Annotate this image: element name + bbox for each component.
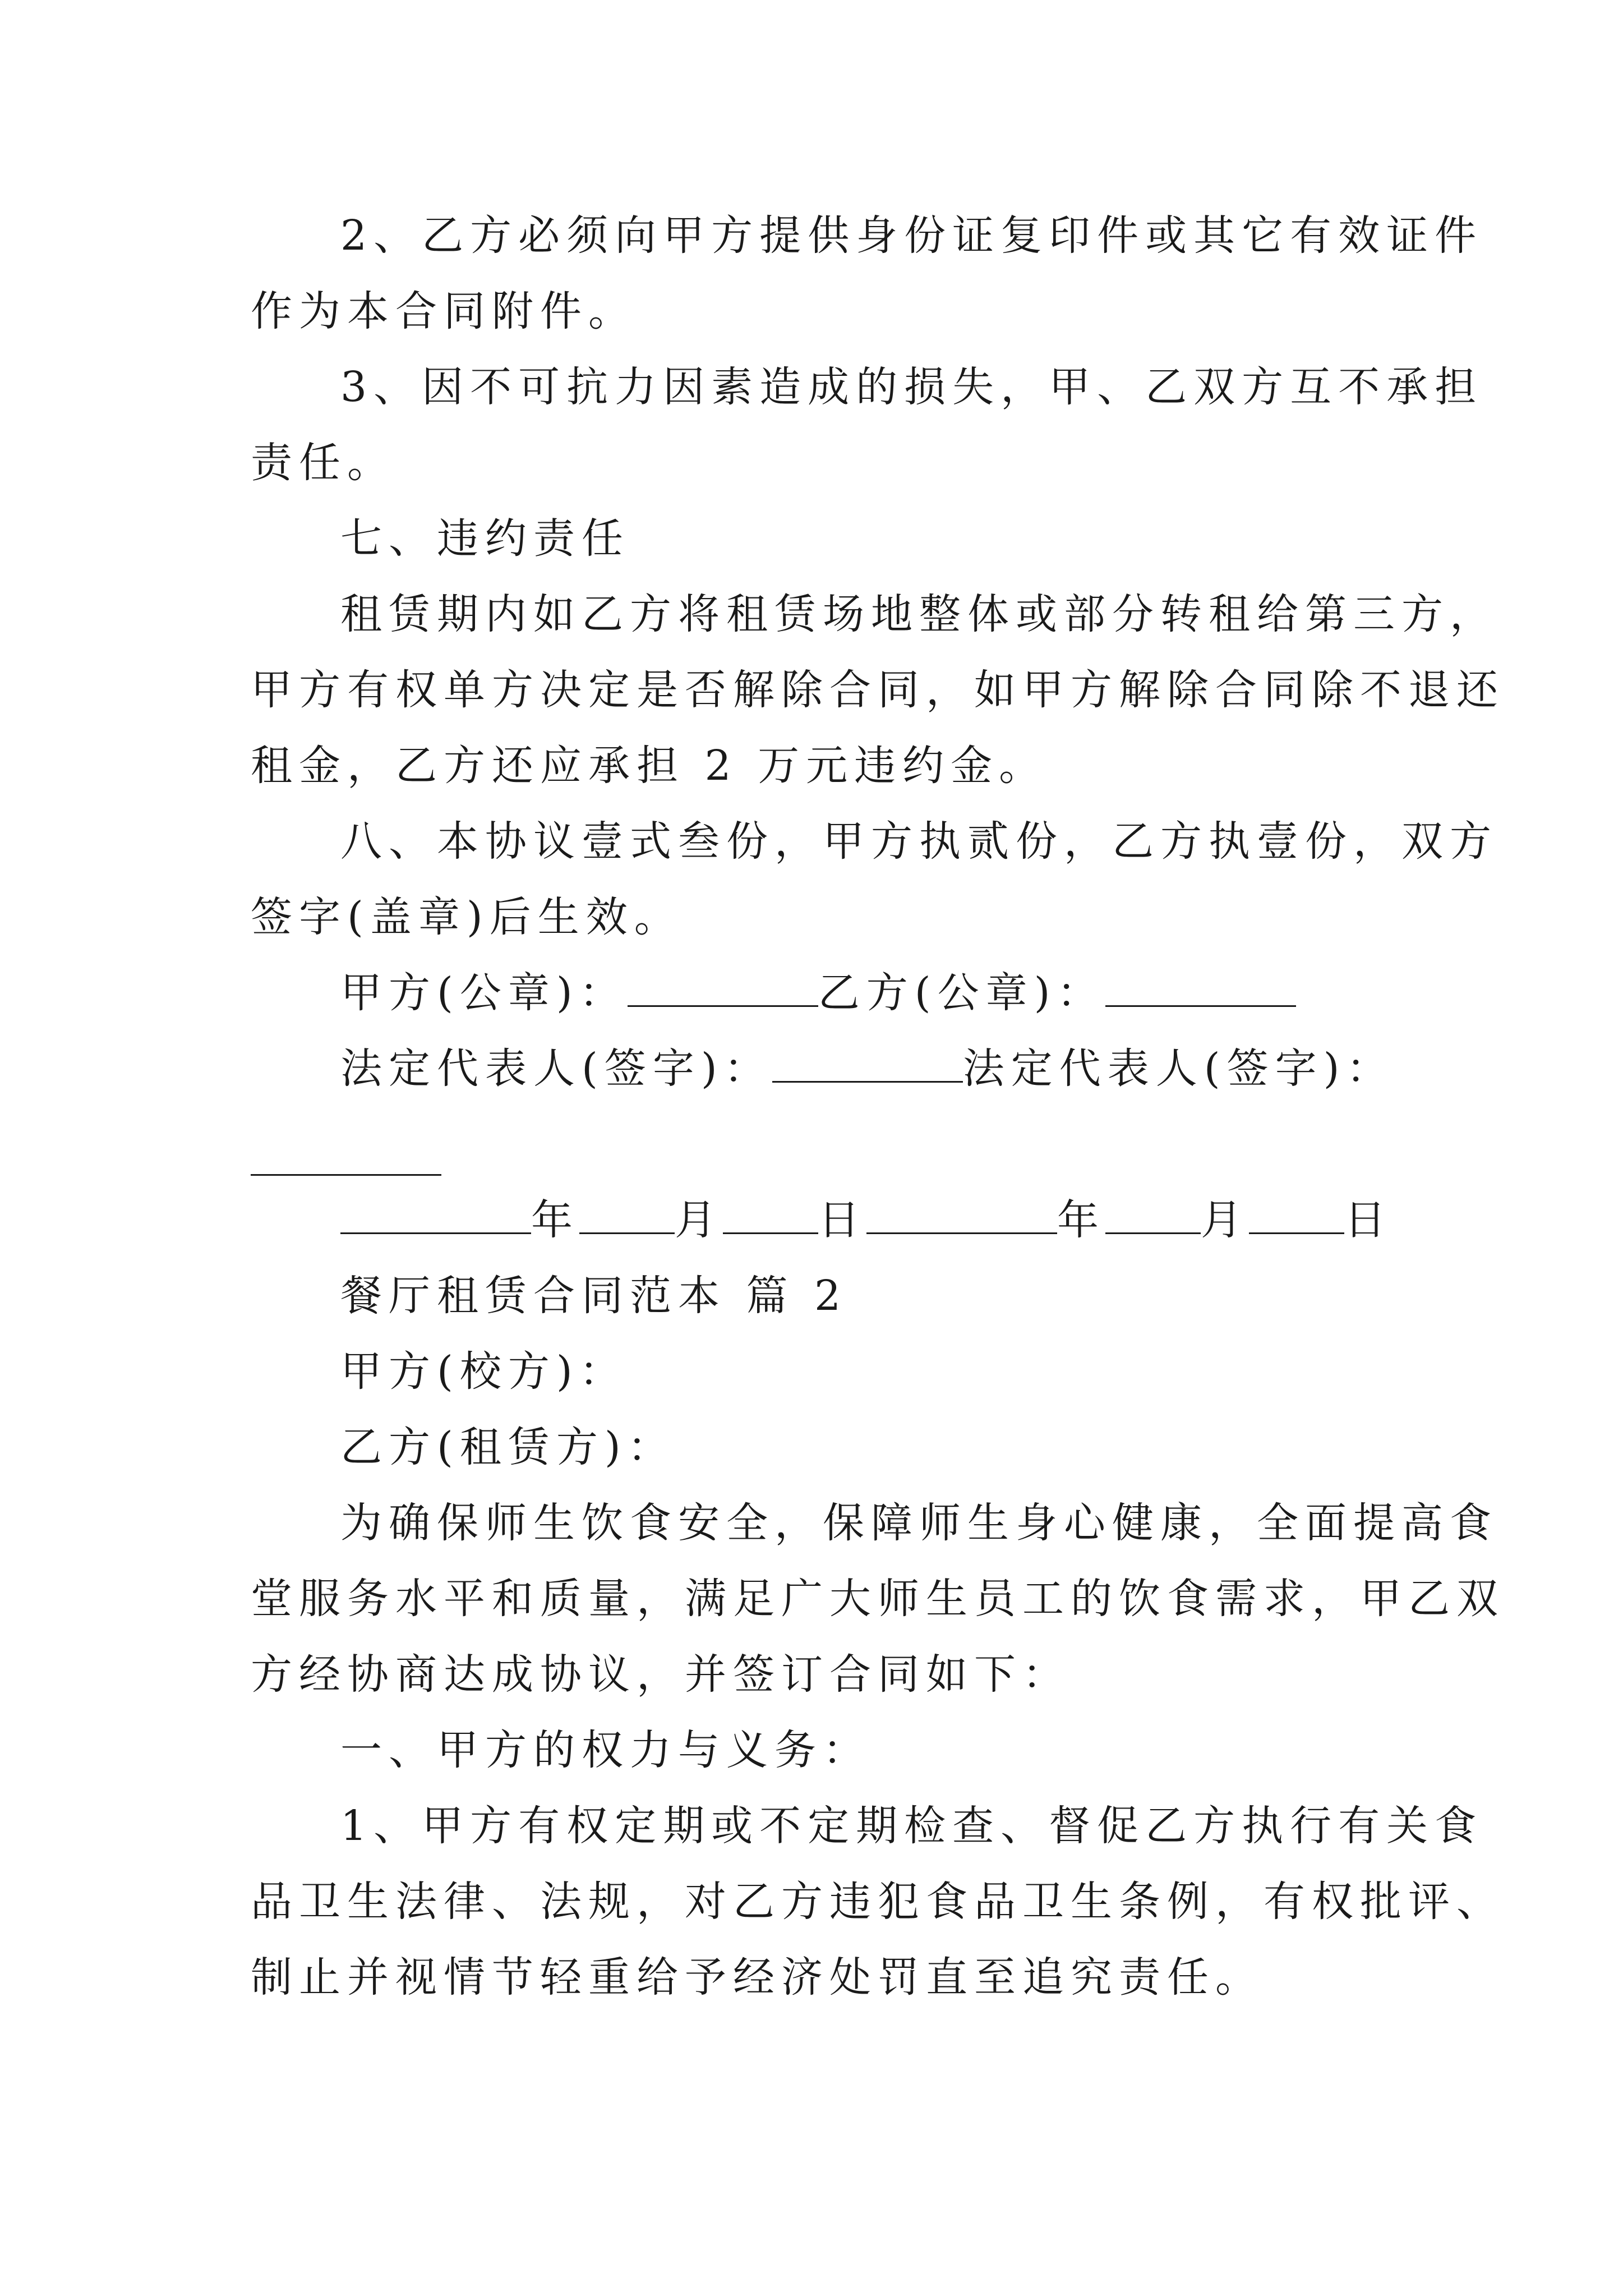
- year-blank-a: [340, 1194, 531, 1234]
- paragraph-line: 租赁期内如乙方将租赁场地整体或部分转租给第三方，: [340, 590, 1498, 638]
- paragraph-line: 3、因不可抗力因素造成的损失，甲、乙双方互不承担: [340, 363, 1483, 411]
- year-unit: 年: [531, 1196, 579, 1244]
- paragraph-line: 堂服务水平和质量，满足广大师生员工的饮食需求，甲乙双: [251, 1575, 1505, 1623]
- paragraph-line: 甲方有权单方决定是否解除合同，如甲方解除合同除不退还: [251, 666, 1505, 714]
- day-blank-a: [723, 1194, 818, 1234]
- rep-b-blank: [251, 1174, 441, 1176]
- month-unit: 月: [675, 1196, 723, 1244]
- day-unit: 日: [818, 1196, 866, 1244]
- date-line: [340, 1192, 1393, 1248]
- party-a-seal-blank: [628, 967, 818, 1007]
- party-a-seal-label: 甲方(公章)：: [340, 969, 628, 1017]
- paragraph-line: 作为本合同附件。: [251, 287, 637, 335]
- day-blank-b: [1249, 1194, 1344, 1234]
- party-b-seal-label: 乙方(公章)：: [818, 969, 1105, 1017]
- document-page: [251, 0, 1505, 2296]
- party-a-line: 甲方(校方)：: [340, 1347, 628, 1396]
- paragraph-line: 责任。: [251, 439, 395, 487]
- paragraph-line: 八、本协议壹式叁份，甲方执贰份，乙方执壹份，双方: [340, 817, 1498, 866]
- party-b-line: 乙方(租赁方)：: [340, 1423, 676, 1471]
- representative-line: [340, 1041, 1395, 1097]
- section-heading: 七、违约责任: [340, 514, 630, 563]
- day-unit: 日: [1344, 1196, 1393, 1244]
- paragraph-line: 2、乙方必须向甲方提供身份证复印件或其它有效证件: [340, 211, 1483, 260]
- rep-a-blank: [772, 1043, 963, 1083]
- paragraph-line: 签字(盖章)后生效。: [251, 893, 683, 941]
- year-blank-b: [866, 1194, 1057, 1234]
- paragraph-line: 1、甲方有权定期或不定期检查、督促乙方执行有关食: [340, 1802, 1483, 1850]
- paragraph-line: 租金，乙方还应承担 2 万元违约金。: [251, 742, 1048, 790]
- month-unit: 月: [1201, 1196, 1249, 1244]
- section-heading: 一、甲方的权力与义务：: [340, 1726, 871, 1774]
- paragraph-line: 方经协商达成协议，并签订合同如下：: [251, 1650, 1071, 1699]
- section-title: 餐厅租赁合同范本 篇 2: [340, 1272, 848, 1320]
- month-blank-a: [579, 1194, 675, 1234]
- paragraph-line: 品卫生法律、法规，对乙方违犯食品卫生条例，有权批评、: [251, 1878, 1505, 1926]
- rep-a-label: 法定代表人(签字)：: [340, 1045, 772, 1093]
- paragraph-line: 制止并视情节轻重给予经济处罚直至追究责任。: [251, 1953, 1264, 2001]
- rep-b-label: 法定代表人(签字)：: [962, 1045, 1395, 1093]
- month-blank-b: [1105, 1194, 1201, 1234]
- paragraph-line: 为确保师生饮食安全，保障师生身心健康，全面提高食: [340, 1499, 1498, 1547]
- year-unit: 年: [1057, 1196, 1105, 1244]
- seal-line: [340, 965, 1296, 1021]
- party-b-seal-blank: [1105, 967, 1296, 1007]
